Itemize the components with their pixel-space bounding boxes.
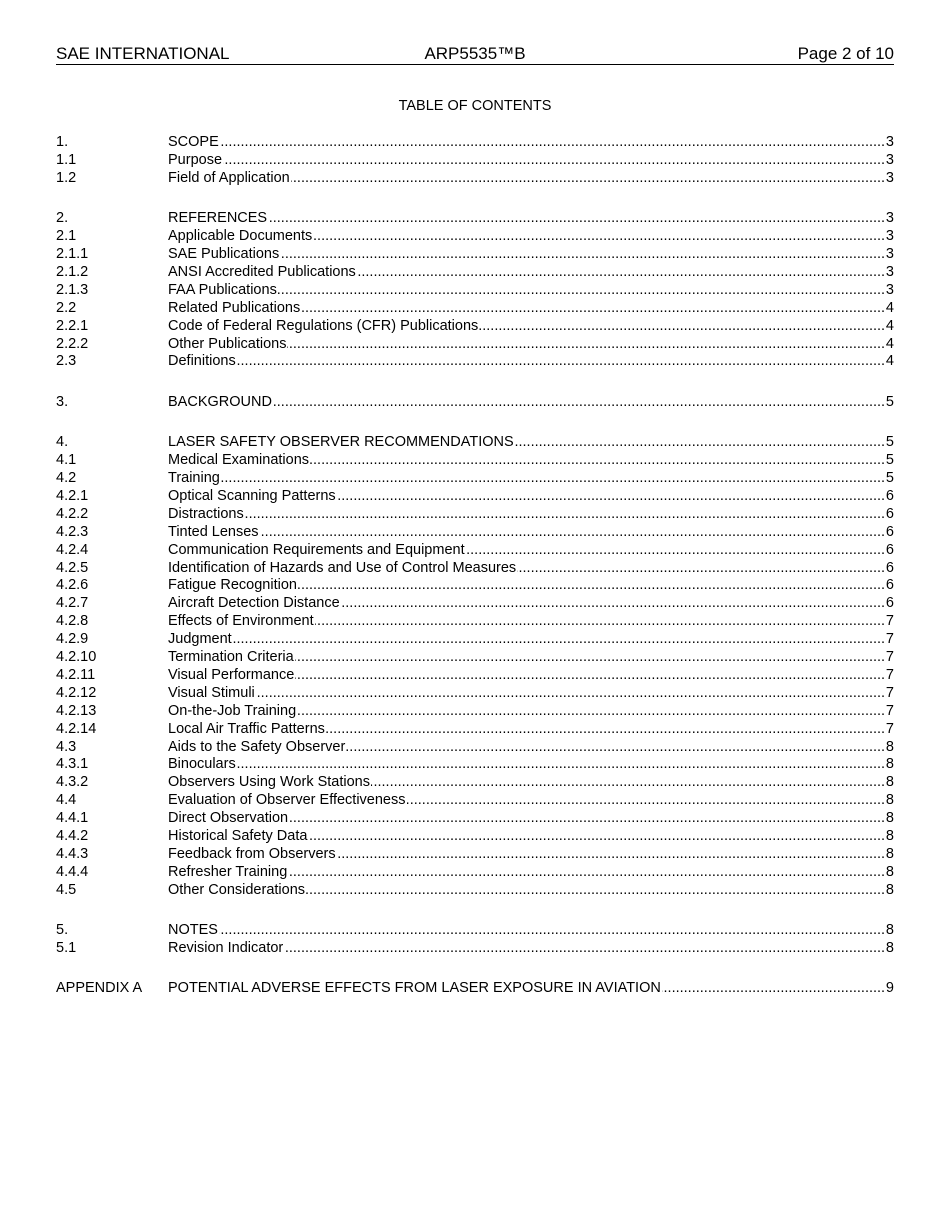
toc-entry[interactable] [56, 282, 894, 300]
toc-entry-title: Historical Safety Data [168, 827, 308, 844]
toc-entry[interactable] [56, 922, 894, 940]
toc-entry[interactable] [56, 542, 894, 560]
toc-entry-number: 4.2.14 [56, 720, 97, 737]
toc-entry[interactable] [56, 756, 894, 774]
toc-entry-body [168, 452, 894, 470]
toc-entry-title: Communication Requirements and Equipment [168, 541, 465, 558]
toc-entry-number: 2.1.1 [56, 246, 89, 263]
toc-entry[interactable] [56, 739, 894, 757]
header-organization: SAE INTERNATIONAL [56, 44, 230, 63]
toc-entry-number: 4.2.7 [56, 595, 89, 612]
toc-entry-body [168, 828, 894, 846]
toc-entry-title: Field of Application [168, 169, 290, 186]
toc-entry-title: Code of Federal Regulations (CFR) Publications [168, 317, 479, 334]
toc-entry-number: 4. [56, 434, 69, 451]
toc-entry-number: 5. [56, 922, 69, 939]
toc-entry-number: 2.3 [56, 353, 77, 370]
toc-entry-number: 4.3.1 [56, 756, 89, 773]
toc-entry-title: Termination Criteria [168, 649, 294, 666]
toc-entry[interactable] [56, 246, 894, 264]
toc-entry-number: 2.2.1 [56, 317, 89, 334]
toc-title: TABLE OF CONTENTS [398, 98, 552, 114]
toc-entry-title: Medical Examinations [168, 452, 310, 469]
toc-entry-page: 8 [885, 792, 894, 809]
toc-entry-number: 4.2.8 [56, 613, 89, 630]
toc-entry[interactable] [56, 595, 894, 613]
toc-entry-body [168, 228, 894, 246]
toc-entry[interactable] [56, 703, 894, 721]
toc-entry-body [168, 524, 894, 542]
toc-entry-title: BACKGROUND [168, 393, 272, 410]
toc-entry-body [168, 703, 894, 721]
toc-entry-number: 4.2.4 [56, 541, 89, 558]
toc-entry-body [168, 336, 894, 354]
toc-entry-body [168, 210, 894, 228]
toc-entry-number: 1. [56, 134, 69, 150]
toc-entry-number: 4.5 [56, 881, 77, 898]
toc-entry-page: 5 [885, 434, 894, 451]
toc-entry-page: 3 [885, 263, 894, 280]
toc-entry-page: 7 [885, 702, 894, 719]
header-document-number: ARP5535™B [424, 44, 526, 63]
toc-entry-page: 6 [885, 577, 894, 594]
toc-entry-title: SAE Publications [168, 246, 280, 263]
toc-entry-body [168, 577, 894, 595]
toc-entry-page: 3 [885, 210, 894, 227]
toc-entry-title: SCOPE [168, 134, 219, 150]
toc-entry-number: 4.2.2 [56, 505, 89, 522]
toc-entry[interactable] [56, 394, 894, 412]
toc-entry-title: Purpose [168, 151, 223, 168]
toc-entry-page: 6 [885, 488, 894, 505]
toc-entry-title: Related Publications [168, 299, 301, 316]
toc-entry-page: 8 [885, 738, 894, 755]
toc-entry[interactable] [56, 810, 894, 828]
page-header [56, 44, 894, 65]
toc-entry[interactable] [56, 170, 894, 188]
toc-entry-page: 7 [885, 649, 894, 666]
toc-entry[interactable] [56, 300, 894, 318]
toc-entry-title: Local Air Traffic Patterns [168, 720, 325, 737]
toc-entry-body [168, 631, 894, 649]
toc-entry[interactable] [56, 452, 894, 470]
toc-entry-title: LASER SAFETY OBSERVER RECOMMENDATIONS [168, 434, 514, 451]
toc-entry-body [168, 739, 894, 757]
toc-entry[interactable] [56, 846, 894, 864]
toc-entry-title: Aids to the Safety Observer [168, 738, 346, 755]
toc-entry[interactable] [56, 134, 894, 152]
toc-entry-title: Identification of Hazards and Use of Control Measures [168, 559, 517, 576]
toc-entry-body [168, 792, 894, 810]
toc-entry-body [168, 810, 894, 828]
toc-entry-body [168, 560, 894, 578]
toc-entry-title: Direct Observation [168, 810, 289, 827]
toc-entry-title: Visual Performance [168, 666, 295, 683]
toc-entry[interactable] [56, 152, 894, 170]
toc-entry-body [168, 282, 894, 300]
toc-entry[interactable] [56, 560, 894, 578]
toc-entry-number: 2.1 [56, 228, 77, 245]
toc-entry-body [168, 152, 894, 170]
toc-entry-body [168, 595, 894, 613]
toc-entry-title: Feedback from Observers [168, 845, 336, 862]
toc-entry-title: FAA Publications [168, 281, 277, 298]
toc-entry-page: 8 [885, 940, 894, 956]
toc-entry-page: 8 [885, 810, 894, 827]
toc-entry-body [168, 667, 894, 685]
toc-entry-page: 6 [885, 595, 894, 612]
toc-entry-page: 7 [885, 684, 894, 701]
toc-entry-page: 3 [885, 228, 894, 245]
toc-entry-title: Other Publications [168, 335, 287, 352]
toc-entry-title: Fatigue Recognition [168, 577, 297, 594]
toc-entry-number: 4.3 [56, 738, 77, 755]
toc-entry-title: Training [168, 470, 220, 487]
toc-entry-page: 4 [885, 335, 894, 352]
toc-entry-number: 2.1.3 [56, 281, 89, 298]
toc-entry-number: 2.2.2 [56, 335, 89, 352]
toc-entry-page: 4 [885, 317, 894, 334]
toc-entry-body [168, 940, 894, 958]
toc-entry-number: 4.2.11 [56, 666, 96, 683]
toc-entry-title: Evaluation of Observer Effectiveness [168, 792, 406, 809]
toc-entry-number: 2.1.2 [56, 263, 89, 280]
toc-entry[interactable] [56, 649, 894, 667]
toc-entry-page: 7 [885, 631, 894, 648]
toc-entry-title: Judgment [168, 631, 232, 648]
toc-entry-page: 7 [885, 613, 894, 630]
toc-entry-title: Effects of Environment [168, 613, 314, 630]
toc-entry-body [168, 434, 894, 452]
toc-entry[interactable] [56, 631, 894, 649]
toc-entry-body [168, 980, 894, 998]
toc-entry-title: Observers Using Work Stations [168, 774, 370, 791]
toc-entry-body [168, 246, 894, 264]
table-of-contents [56, 134, 894, 998]
toc-entry-body [168, 649, 894, 667]
toc-entry[interactable] [56, 721, 894, 739]
toc-entry-number: 5.1 [56, 940, 77, 956]
toc-entry-page: 8 [885, 756, 894, 773]
toc-entry-number: 4.2.1 [56, 488, 89, 505]
toc-entry-number: 4.4.3 [56, 845, 89, 862]
toc-entry[interactable] [56, 336, 894, 354]
toc-entry-number: 4.2.12 [56, 684, 97, 701]
toc-entry-body [168, 318, 894, 336]
toc-entry-title: Tinted Lenses [168, 523, 259, 540]
toc-entry-body [168, 170, 894, 188]
toc-entry-number: 4.4 [56, 792, 77, 809]
toc-entry-page: 5 [885, 393, 894, 410]
toc-entry-title: Optical Scanning Patterns [168, 488, 336, 505]
toc-entry-body [168, 774, 894, 792]
toc-entry-number: 2.2 [56, 299, 77, 316]
toc-entry-number: 1.2 [56, 169, 77, 186]
toc-entry-page: 6 [885, 559, 894, 576]
toc-entry-page: 6 [885, 505, 894, 522]
toc-entry-title: Other Considerations [168, 881, 306, 898]
toc-entry-body [168, 470, 894, 488]
toc-entry-body [168, 300, 894, 318]
toc-entry-body [168, 613, 894, 631]
toc-entry-title: Visual Stimuli [168, 684, 255, 701]
toc-entry-page: 8 [885, 863, 894, 880]
toc-entry-number: 4.4.4 [56, 863, 89, 880]
toc-entry-body [168, 864, 894, 882]
toc-entry[interactable] [56, 353, 894, 371]
toc-entry[interactable] [56, 264, 894, 282]
toc-entry[interactable] [56, 882, 894, 900]
toc-entry-title: Refresher Training [168, 863, 288, 880]
toc-entry-page: 4 [885, 299, 894, 316]
toc-entry[interactable] [56, 318, 894, 336]
toc-entry-page: 8 [885, 774, 894, 791]
toc-entry-number: APPENDIX A [56, 980, 143, 997]
toc-entry-number: 4.2.6 [56, 577, 89, 594]
toc-entry-page: 3 [885, 151, 894, 168]
toc-entry[interactable] [56, 774, 894, 792]
toc-entry-body [168, 756, 894, 774]
toc-entry-page: 9 [885, 980, 894, 997]
toc-entry-title: ANSI Accredited Publications [168, 263, 356, 280]
toc-entry-title: Binoculars [168, 756, 236, 773]
toc-entry-title: POTENTIAL ADVERSE EFFECTS FROM LASER EXPOSURE IN AVIATION [168, 980, 661, 997]
toc-entry-number: 4.3.2 [56, 774, 89, 791]
toc-entry[interactable] [56, 613, 894, 631]
toc-entry-title: REFERENCES [168, 210, 268, 227]
toc-entry[interactable] [56, 506, 894, 524]
toc-entry-page: 3 [885, 134, 894, 150]
toc-entry[interactable] [56, 434, 894, 452]
toc-entry-body [168, 394, 894, 412]
toc-entry-page: 6 [885, 541, 894, 558]
toc-entry[interactable] [56, 524, 894, 542]
toc-entry-body [168, 134, 894, 152]
toc-entry-number: 2. [56, 210, 69, 227]
toc-entry-title: Definitions [168, 353, 236, 370]
toc-entry[interactable] [56, 940, 894, 958]
toc-entry-title: Distractions [168, 505, 244, 522]
toc-entry-body [168, 922, 894, 940]
toc-entry-body [168, 488, 894, 506]
toc-entry-title: On-the-Job Training [168, 702, 297, 719]
toc-entry[interactable] [56, 980, 894, 998]
toc-entry[interactable] [56, 864, 894, 882]
toc-entry[interactable] [56, 828, 894, 846]
toc-entry[interactable] [56, 577, 894, 595]
toc-entry-number: 4.2.13 [56, 702, 97, 719]
toc-entry-body [168, 542, 894, 560]
toc-entry-body [168, 353, 894, 371]
toc-entry-number: 4.2.5 [56, 559, 89, 576]
toc-entry-page: 3 [885, 281, 894, 298]
toc-entry-page: 5 [885, 452, 894, 469]
header-page-number: Page 2 of 10 [797, 44, 894, 63]
toc-entry-number: 4.2 [56, 470, 77, 487]
toc-entry-page: 5 [885, 470, 894, 487]
toc-entry-page: 3 [885, 169, 894, 186]
toc-entry[interactable] [56, 792, 894, 810]
toc-entry-title: NOTES [168, 922, 218, 939]
toc-entry-page: 8 [885, 827, 894, 844]
toc-entry-page: 8 [885, 881, 894, 898]
toc-entry-page: 4 [885, 353, 894, 370]
toc-entry-page: 7 [885, 666, 894, 683]
toc-entry-title: Applicable Documents [168, 228, 313, 245]
toc-entry-body [168, 846, 894, 864]
toc-entry-body [168, 685, 894, 703]
toc-entry-title: Revision Indicator [168, 940, 284, 956]
toc-entry-page: 3 [885, 246, 894, 263]
toc-entry-number: 4.1 [56, 452, 77, 469]
toc-entry-number: 4.2.10 [56, 649, 97, 666]
toc-entry-page: 7 [885, 720, 894, 737]
toc-entry-body [168, 506, 894, 524]
toc-entry[interactable] [56, 470, 894, 488]
toc-entry-body [168, 264, 894, 282]
toc-entry-body [168, 882, 894, 900]
toc-entry-number: 4.2.9 [56, 631, 89, 648]
toc-entry-number: 4.4.1 [56, 810, 89, 827]
toc-entry-page: 6 [885, 523, 894, 540]
toc-entry[interactable] [56, 685, 894, 703]
toc-entry[interactable] [56, 667, 894, 685]
toc-entry[interactable] [56, 228, 894, 246]
toc-entry-title: Aircraft Detection Distance [168, 595, 340, 612]
toc-entry-page: 8 [885, 922, 894, 939]
toc-entry-number: 3. [56, 393, 69, 410]
toc-entry-page: 8 [885, 845, 894, 862]
toc-entry[interactable] [56, 210, 894, 228]
toc-entry-number: 1.1 [56, 151, 77, 168]
toc-entry[interactable] [56, 488, 894, 506]
toc-entry-body [168, 721, 894, 739]
toc-entry-number: 4.2.3 [56, 523, 89, 540]
toc-entry-number: 4.4.2 [56, 827, 89, 844]
